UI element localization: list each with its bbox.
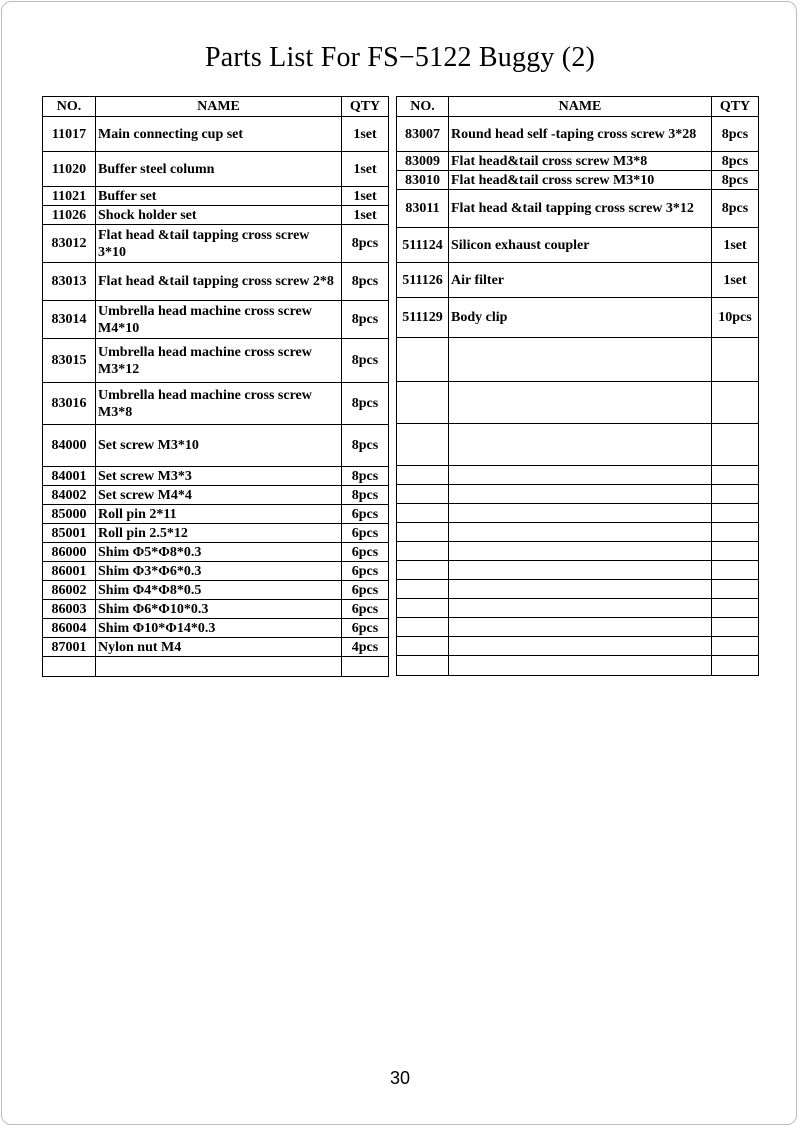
part-number-cell: 11017	[43, 117, 96, 152]
table-row	[43, 206, 389, 225]
quantity-cell: 8pcs	[342, 301, 389, 339]
table-row	[43, 657, 389, 677]
table-row	[43, 600, 389, 619]
part-number-cell: 11021	[43, 187, 96, 206]
part-name-cell	[449, 637, 712, 656]
part-name-cell: Umbrella head machine cross screw M3*12	[96, 339, 342, 383]
column-header-no: NO.	[43, 97, 96, 117]
column-header-qty: QTY	[342, 97, 389, 117]
part-number-cell: 83011	[397, 190, 449, 228]
table-row	[397, 298, 759, 338]
quantity-cell	[712, 561, 759, 580]
part-number-cell: 11026	[43, 206, 96, 225]
table-row	[43, 505, 389, 524]
part-number-cell: 83013	[43, 263, 96, 301]
quantity-cell	[712, 466, 759, 485]
part-number-cell	[397, 523, 449, 542]
table-header-row	[397, 97, 759, 117]
part-name-cell	[449, 338, 712, 382]
table-row	[43, 425, 389, 467]
quantity-cell	[712, 542, 759, 561]
parts-table-left	[42, 96, 389, 677]
quantity-cell	[712, 504, 759, 523]
part-name-cell: Body clip	[449, 298, 712, 338]
table-row	[397, 580, 759, 599]
quantity-cell	[712, 656, 759, 676]
quantity-cell: 6pcs	[342, 600, 389, 619]
column-header-name: NAME	[449, 97, 712, 117]
page-number: 30	[389, 1068, 411, 1088]
table-row	[397, 466, 759, 485]
part-name-cell: Set screw M4*4	[96, 486, 342, 505]
part-name-cell: Set screw M3*10	[96, 425, 342, 467]
part-number-cell: 85000	[43, 505, 96, 524]
column-header-qty: QTY	[712, 97, 759, 117]
table-row	[43, 263, 389, 301]
table-row	[397, 152, 759, 171]
part-name-cell	[449, 466, 712, 485]
part-number-cell: 86003	[43, 600, 96, 619]
part-number-cell: 83007	[397, 117, 449, 152]
quantity-cell: 6pcs	[342, 581, 389, 600]
part-number-cell	[397, 466, 449, 485]
part-name-cell: Main connecting cup set	[96, 117, 342, 152]
quantity-cell	[712, 523, 759, 542]
quantity-cell: 10pcs	[712, 298, 759, 338]
part-name-cell: Shim Φ6*Φ10*0.3	[96, 600, 342, 619]
table-row	[397, 485, 759, 504]
part-name-cell: Silicon exhaust coupler	[449, 228, 712, 263]
part-name-cell	[449, 542, 712, 561]
column-header-name: NAME	[96, 97, 342, 117]
part-number-cell	[397, 424, 449, 466]
quantity-cell: 8pcs	[342, 425, 389, 467]
part-name-cell: Shim Φ5*Φ8*0.3	[96, 543, 342, 562]
quantity-cell: 8pcs	[712, 152, 759, 171]
table-row	[397, 561, 759, 580]
part-name-cell: Round head self -taping cross screw 3*28	[449, 117, 712, 152]
part-number-cell: 85001	[43, 524, 96, 543]
part-name-cell	[449, 485, 712, 504]
quantity-cell: 1set	[342, 152, 389, 187]
part-number-cell: 83010	[397, 171, 449, 190]
table-row	[397, 190, 759, 228]
part-name-cell: Roll pin 2.5*12	[96, 524, 342, 543]
part-number-cell: 84002	[43, 486, 96, 505]
quantity-cell	[712, 580, 759, 599]
column-header-no: NO.	[397, 97, 449, 117]
quantity-cell	[342, 657, 389, 677]
quantity-cell: 8pcs	[342, 486, 389, 505]
part-name-cell	[449, 580, 712, 599]
part-number-cell	[43, 657, 96, 677]
table-row	[43, 301, 389, 339]
quantity-cell: 8pcs	[342, 263, 389, 301]
quantity-cell: 6pcs	[342, 543, 389, 562]
part-name-cell	[449, 656, 712, 676]
table-header-row	[43, 97, 389, 117]
part-name-cell: Shim Φ4*Φ8*0.5	[96, 581, 342, 600]
table-row	[397, 637, 759, 656]
part-number-cell	[397, 542, 449, 561]
part-name-cell	[449, 561, 712, 580]
table-row	[397, 542, 759, 561]
quantity-cell: 1set	[712, 228, 759, 263]
quantity-cell: 4pcs	[342, 638, 389, 657]
quantity-cell	[712, 338, 759, 382]
table-row	[397, 117, 759, 152]
part-number-cell: 511129	[397, 298, 449, 338]
part-name-cell: Buffer set	[96, 187, 342, 206]
quantity-cell: 1set	[712, 263, 759, 298]
part-number-cell: 84000	[43, 425, 96, 467]
quantity-cell: 6pcs	[342, 505, 389, 524]
part-number-cell	[397, 580, 449, 599]
part-name-cell: Roll pin 2*11	[96, 505, 342, 524]
part-number-cell	[397, 656, 449, 676]
part-name-cell	[449, 523, 712, 542]
quantity-cell: 8pcs	[342, 339, 389, 383]
part-number-cell	[397, 338, 449, 382]
part-number-cell: 11020	[43, 152, 96, 187]
quantity-cell: 8pcs	[342, 467, 389, 486]
table-row	[43, 152, 389, 187]
quantity-cell: 1set	[342, 117, 389, 152]
quantity-cell: 8pcs	[712, 117, 759, 152]
part-name-cell: Umbrella head machine cross screw M4*10	[96, 301, 342, 339]
part-name-cell: Buffer steel column	[96, 152, 342, 187]
quantity-cell: 8pcs	[712, 190, 759, 228]
quantity-cell: 8pcs	[712, 171, 759, 190]
quantity-cell: 6pcs	[342, 562, 389, 581]
part-number-cell	[397, 599, 449, 618]
table-row	[43, 187, 389, 206]
table-row	[43, 117, 389, 152]
part-number-cell: 86004	[43, 619, 96, 638]
part-name-cell	[96, 657, 342, 677]
part-number-cell	[397, 561, 449, 580]
table-row	[43, 638, 389, 657]
table-row	[43, 543, 389, 562]
part-number-cell: 86001	[43, 562, 96, 581]
quantity-cell: 8pcs	[342, 225, 389, 263]
part-name-cell	[449, 618, 712, 637]
part-number-cell: 87001	[43, 638, 96, 657]
table-row	[43, 486, 389, 505]
table-row	[43, 581, 389, 600]
part-number-cell	[397, 637, 449, 656]
part-name-cell: Flat head &tail tapping cross screw 3*12	[449, 190, 712, 228]
table-row	[43, 467, 389, 486]
part-number-cell: 83012	[43, 225, 96, 263]
part-number-cell: 86002	[43, 581, 96, 600]
part-name-cell: Shim Φ10*Φ14*0.3	[96, 619, 342, 638]
table-row	[397, 424, 759, 466]
table-row	[43, 383, 389, 425]
part-name-cell: Umbrella head machine cross screw M3*8	[96, 383, 342, 425]
page-title: Parts List For FS−5122 Buggy (2)	[204, 42, 596, 73]
part-number-cell: 84001	[43, 467, 96, 486]
part-name-cell: Shock holder set	[96, 206, 342, 225]
quantity-cell	[712, 618, 759, 637]
part-number-cell: 83015	[43, 339, 96, 383]
table-row	[397, 228, 759, 263]
table-row	[43, 225, 389, 263]
table-row	[397, 599, 759, 618]
table-row	[397, 263, 759, 298]
part-name-cell: Flat head&tail cross screw M3*10	[449, 171, 712, 190]
parts-table-right	[396, 96, 759, 676]
table-row	[397, 504, 759, 523]
quantity-cell	[712, 637, 759, 656]
part-name-cell: Air filter	[449, 263, 712, 298]
part-number-cell: 86000	[43, 543, 96, 562]
part-name-cell: Set screw M3*3	[96, 467, 342, 486]
part-number-cell: 511126	[397, 263, 449, 298]
quantity-cell: 8pcs	[342, 383, 389, 425]
part-number-cell	[397, 382, 449, 424]
part-name-cell: Shim Φ3*Φ6*0.3	[96, 562, 342, 581]
part-number-cell	[397, 485, 449, 504]
quantity-cell: 1set	[342, 206, 389, 225]
quantity-cell: 6pcs	[342, 524, 389, 543]
part-name-cell: Flat head&tail cross screw M3*8	[449, 152, 712, 171]
part-name-cell: Flat head &tail tapping cross screw 3*10	[96, 225, 342, 263]
table-row	[397, 618, 759, 637]
part-name-cell	[449, 599, 712, 618]
part-number-cell: 83009	[397, 152, 449, 171]
quantity-cell	[712, 599, 759, 618]
part-number-cell: 83014	[43, 301, 96, 339]
table-row	[43, 619, 389, 638]
part-number-cell	[397, 504, 449, 523]
part-number-cell: 511124	[397, 228, 449, 263]
table-row	[397, 338, 759, 382]
quantity-cell	[712, 382, 759, 424]
table-row	[397, 656, 759, 676]
quantity-cell: 1set	[342, 187, 389, 206]
table-row	[43, 339, 389, 383]
table-row	[397, 171, 759, 190]
part-number-cell	[397, 618, 449, 637]
part-name-cell: Flat head &tail tapping cross screw 2*8	[96, 263, 342, 301]
quantity-cell: 6pcs	[342, 619, 389, 638]
part-name-cell	[449, 424, 712, 466]
table-row	[43, 562, 389, 581]
part-number-cell: 83016	[43, 383, 96, 425]
table-row	[397, 382, 759, 424]
part-name-cell	[449, 382, 712, 424]
part-name-cell	[449, 504, 712, 523]
part-name-cell: Nylon nut M4	[96, 638, 342, 657]
quantity-cell	[712, 485, 759, 504]
quantity-cell	[712, 424, 759, 466]
table-row	[43, 524, 389, 543]
table-row	[397, 523, 759, 542]
